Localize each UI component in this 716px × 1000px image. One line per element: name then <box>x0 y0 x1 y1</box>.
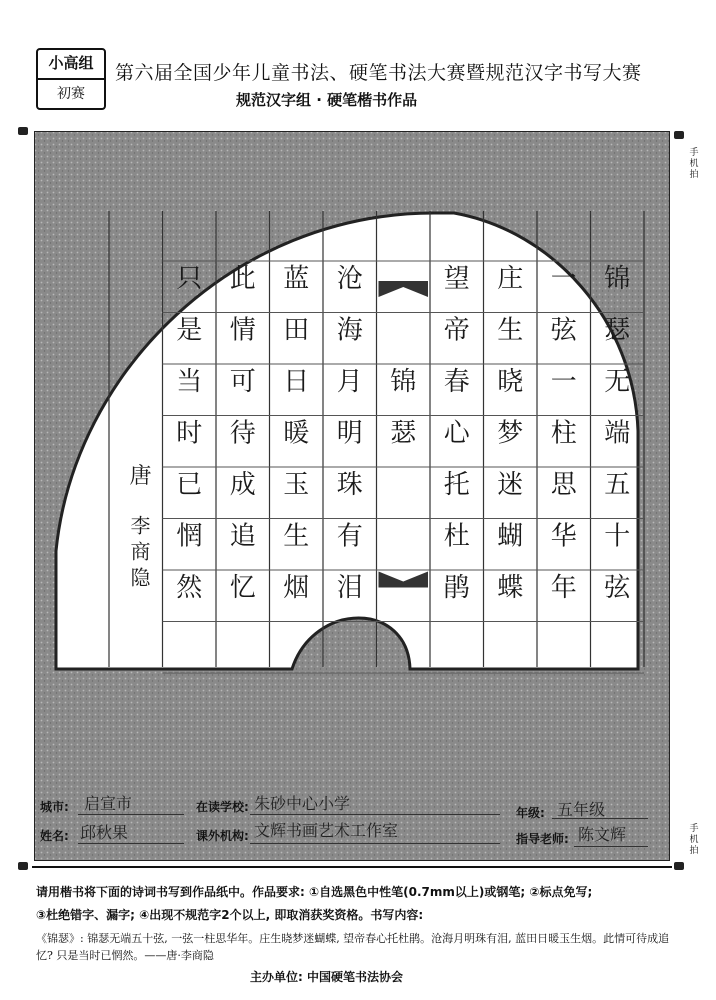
grid-character: 忆 <box>229 573 256 603</box>
grid-character: 有 <box>336 521 363 552</box>
grid-character: 瑟 <box>390 418 417 449</box>
artwork-frame <box>34 131 670 861</box>
camera-marker-bottom-left <box>18 862 28 870</box>
name-underline <box>78 843 184 844</box>
badge-divider <box>38 78 104 80</box>
name-label: 姓名: <box>40 829 69 843</box>
grid-character: 然 <box>176 573 203 603</box>
grid-character: 帝 <box>443 315 470 346</box>
city-value: 启宣市 <box>84 794 133 813</box>
grid-character: 生 <box>497 315 524 346</box>
grid-character: 追 <box>229 521 256 552</box>
grid-character: 迷 <box>497 470 524 500</box>
grid-character: 锦 <box>390 367 417 397</box>
side-note-bottom: 手机拍 <box>689 824 699 856</box>
grid-character: 蓝 <box>283 264 310 294</box>
name-value: 邱秋果 <box>80 823 129 842</box>
grid-character: 时 <box>176 418 203 449</box>
signature-author-char: 李 <box>130 513 151 538</box>
grid-character: 待 <box>229 418 256 449</box>
grid-character: 田 <box>283 315 310 346</box>
grid-character: 一 <box>550 264 577 294</box>
grid-character: 此 <box>229 264 256 294</box>
grade-label: 年级: <box>516 806 545 820</box>
grid-character: 梦 <box>497 418 524 449</box>
grid-character: 鹃 <box>443 573 470 603</box>
grid-character: 锦 <box>604 264 631 294</box>
teacher-underline <box>574 846 648 847</box>
grade-value: 五年级 <box>557 800 606 819</box>
footer-divider <box>32 866 672 868</box>
school-underline <box>250 814 500 815</box>
grid-character: 华 <box>550 521 577 552</box>
grid-character: 年 <box>550 573 577 603</box>
requirements-line-1: 请用楷书将下面的诗词书写到作品纸中。作品要求: ①自选黑色中性笔(0.7mm以上)或钢笔; ②标点免写; <box>36 885 593 899</box>
teacher-value: 陈文辉 <box>578 825 627 844</box>
grid-character: 一 <box>550 367 577 397</box>
page-title: 第六届全国少年儿童书法、硬笔书法大赛暨规范汉字书写大赛 <box>115 62 642 84</box>
grid-character: 海 <box>336 315 363 346</box>
grid-character: 成 <box>229 470 256 500</box>
city-label: 城市: <box>40 800 69 814</box>
camera-marker-top-left <box>18 127 28 135</box>
poem-text: 《锦瑟》: 锦瑟无端五十弦, 一弦一柱思华年。庄生晓梦迷蝴蝶, 望帝春心托杜鹃。沧海月明珠有泪, 蓝田日暖玉生烟。此情可待成追忆? 只是当时已惘然。——唐·李商隐 <box>36 932 670 962</box>
grid-character: 当 <box>176 367 203 397</box>
org-label: 课外机构: <box>196 829 249 843</box>
grid-character: 日 <box>283 367 310 397</box>
grid-character: 托 <box>443 470 470 500</box>
org-underline <box>250 843 500 844</box>
signature-author-char: 隐 <box>130 565 151 590</box>
school-label: 在读学校: <box>196 800 249 814</box>
grid-character: 蝶 <box>497 573 524 603</box>
grid-character: 烟 <box>283 573 310 603</box>
grid-character: 望 <box>443 264 470 294</box>
grid-character: 晓 <box>497 367 524 397</box>
grid-character: 是 <box>176 315 203 346</box>
grid-character: 生 <box>283 521 310 552</box>
grid-character: 暖 <box>283 418 310 449</box>
grid-character: 瑟 <box>604 315 631 346</box>
requirements-line-2: ③杜绝错字、漏字; ④出现不规范字2个以上, 即取消获奖资格。书写内容: <box>36 908 424 922</box>
grid-character: 玉 <box>283 470 310 500</box>
grid-character: 情 <box>229 315 256 346</box>
grid-character: 思 <box>550 470 577 500</box>
grid-character: 杜 <box>443 521 470 552</box>
level-label: 小高组 <box>48 54 94 72</box>
grid-character: 无 <box>604 367 631 397</box>
grid-character: 春 <box>443 367 470 397</box>
page-subtitle: 规范汉字组 · 硬笔楷书作品 <box>236 91 418 109</box>
round-label: 初赛 <box>57 86 85 102</box>
grid-character: 柱 <box>550 418 577 449</box>
organizer: 主办单位: 中国硬笔书法协会 <box>250 970 403 984</box>
grid-character: 十 <box>604 521 631 552</box>
city-underline <box>78 814 184 815</box>
grid-character: 蝴 <box>497 521 524 552</box>
grid-character: 已 <box>176 470 203 500</box>
grid-character: 泪 <box>336 573 363 603</box>
org-value: 文辉书画艺术工作室 <box>254 821 399 840</box>
teacher-label: 指导老师: <box>516 832 569 846</box>
signature-dynasty: 唐 <box>129 464 152 489</box>
grid-character: 心 <box>443 418 470 449</box>
grade-underline <box>552 818 648 819</box>
grid-character: 弦 <box>550 315 577 346</box>
grid-character: 只 <box>176 264 203 294</box>
camera-marker-bottom-right <box>674 862 684 870</box>
grid-character: 明 <box>336 418 363 449</box>
grid-character: 庄 <box>497 264 524 294</box>
side-note-top: 手机拍 <box>689 148 699 180</box>
camera-marker-top-right <box>674 131 684 139</box>
signature-author-char: 商 <box>130 539 151 564</box>
grid-character: 五 <box>604 470 631 500</box>
grid-character: 端 <box>604 418 631 449</box>
grid-character: 沧 <box>336 264 363 294</box>
school-value: 朱砂中心小学 <box>254 794 351 813</box>
grid-character: 可 <box>229 367 256 397</box>
grid-character: 惘 <box>176 521 203 552</box>
grid-character: 月 <box>336 367 363 397</box>
level-badge <box>36 48 106 110</box>
grid-character: 珠 <box>336 470 363 500</box>
grid-character: 弦 <box>604 573 631 603</box>
